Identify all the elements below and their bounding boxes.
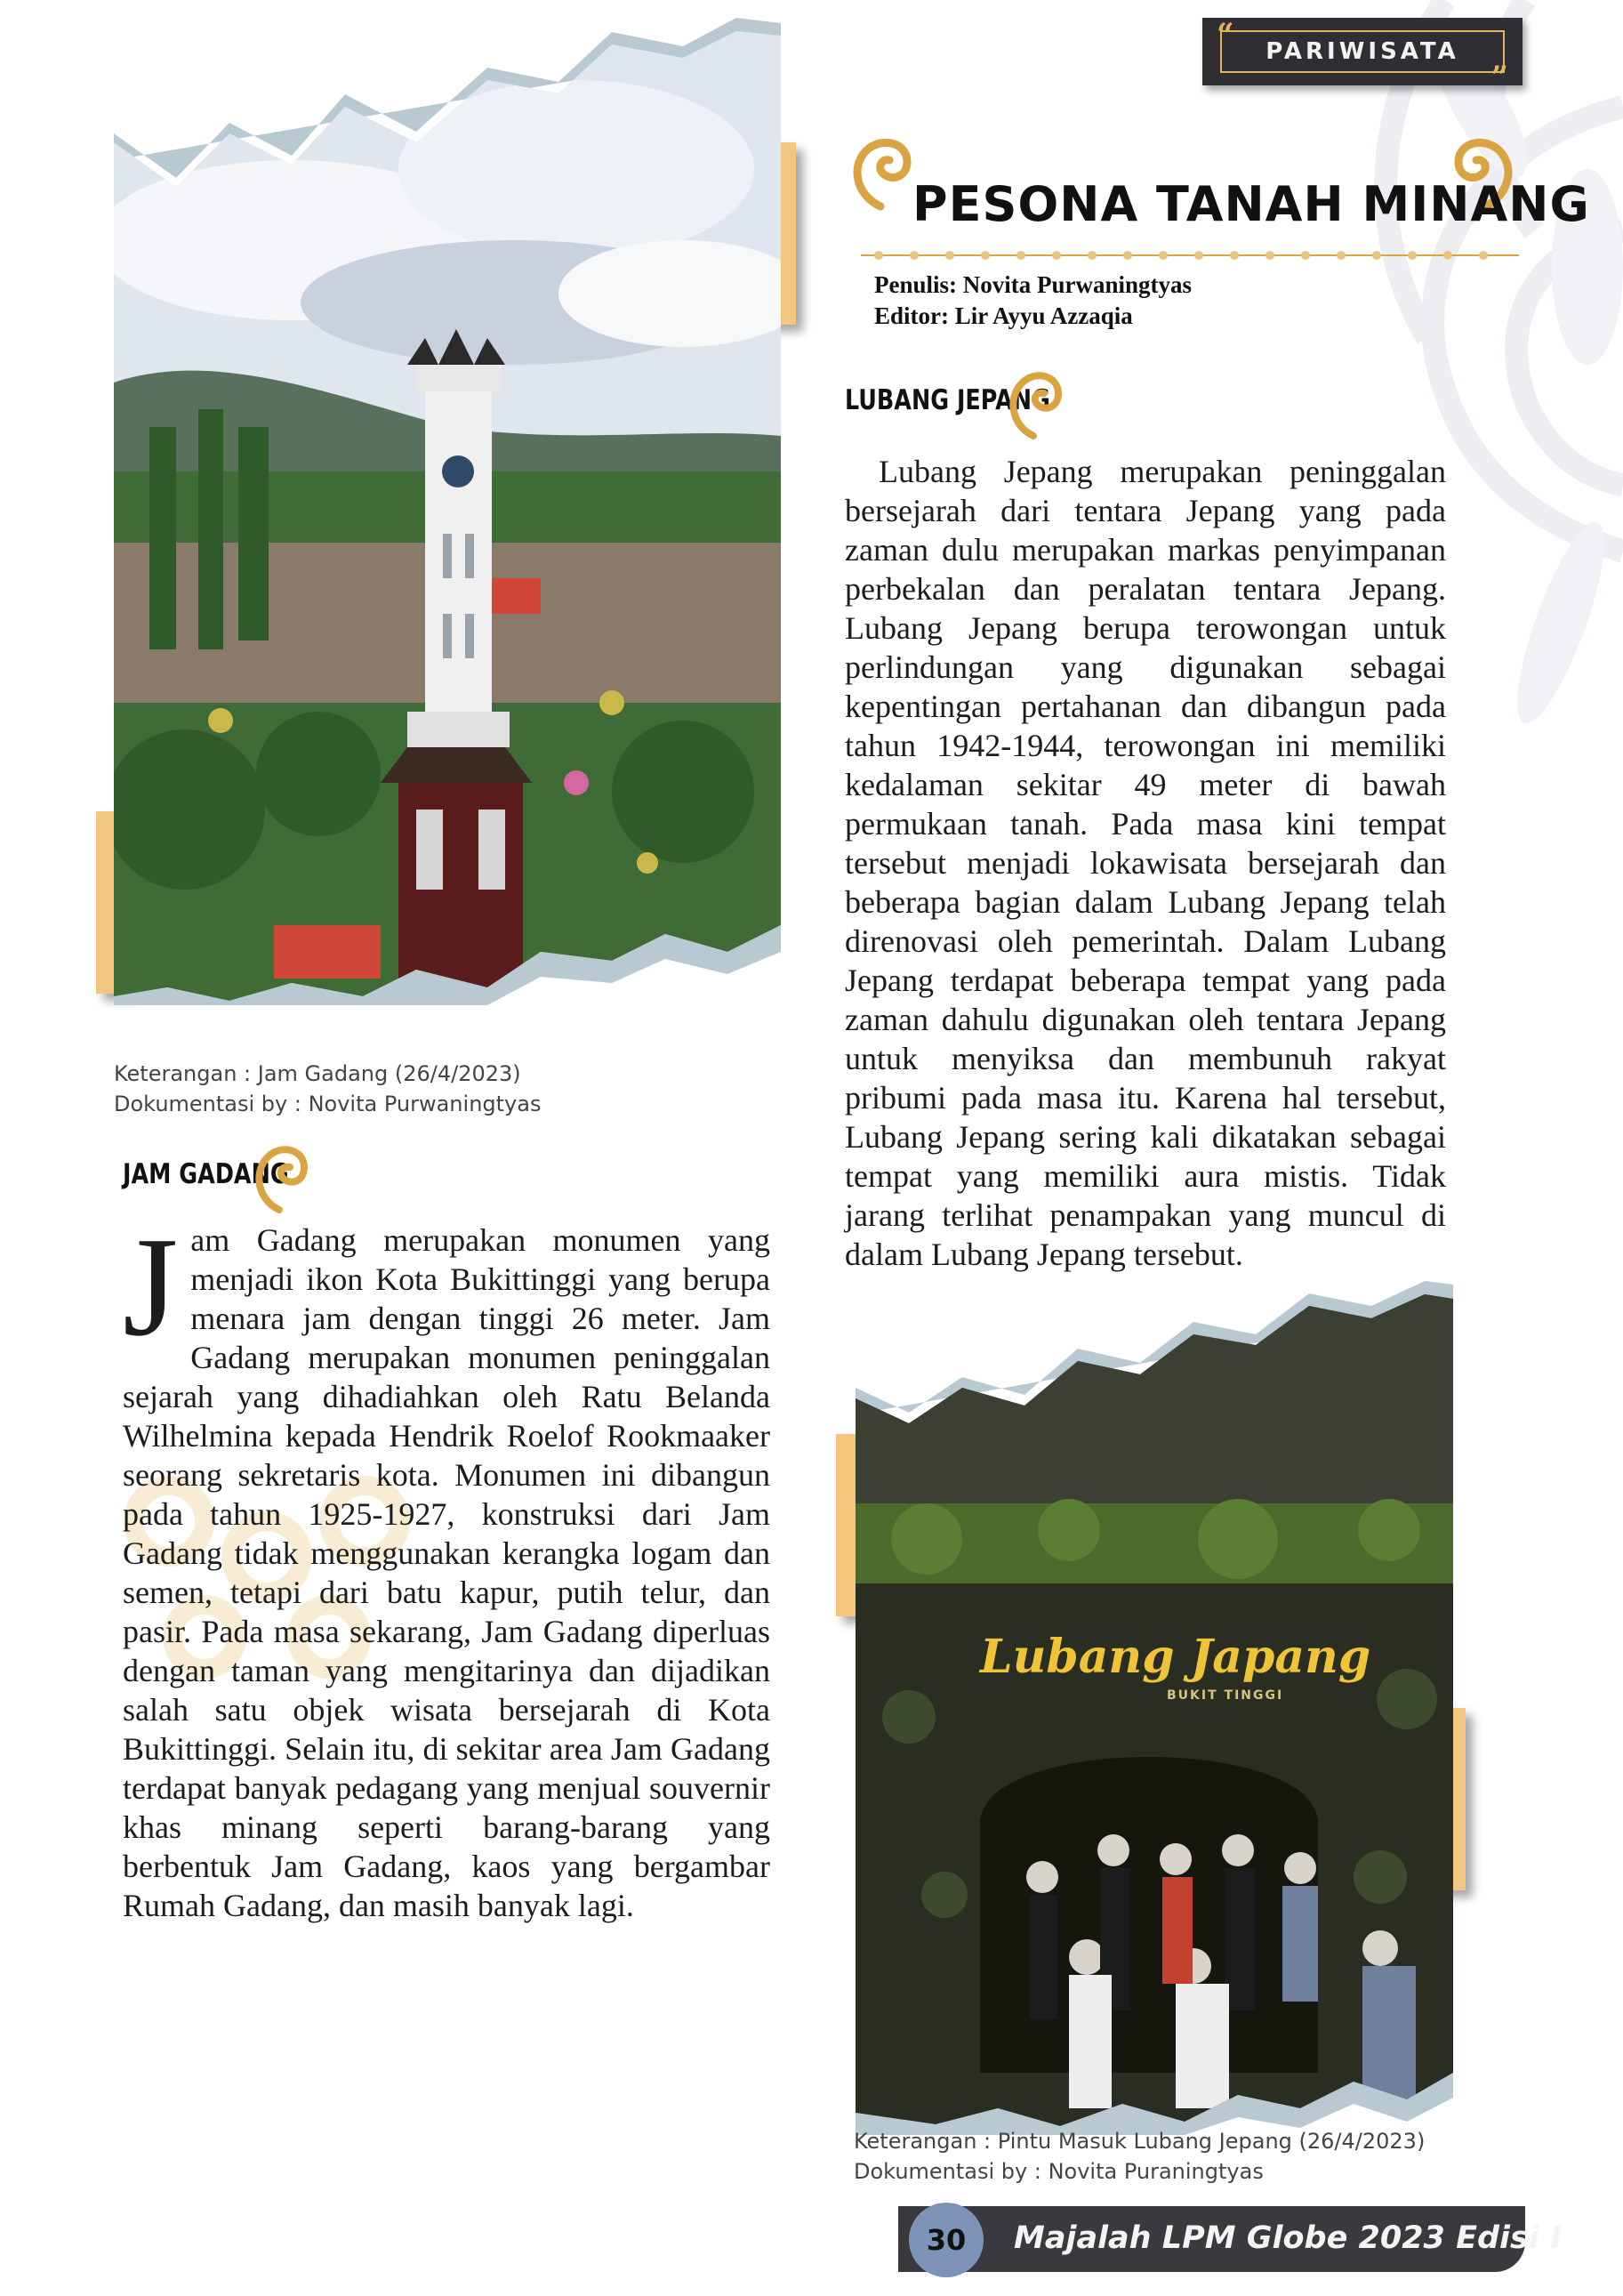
gold-swirl-icon [249, 1140, 311, 1215]
page-number: 30 [926, 2223, 967, 2257]
ornament-divider [861, 242, 1519, 269]
lubang-jepang-sign-sub: BUKIT TINGGI [1167, 1688, 1284, 1703]
lubang-jepang-photo [856, 1272, 1453, 2135]
writer-credit: Penulis: Novita Purwaningtyas [874, 271, 1193, 298]
category-label: PARIWISATA [1265, 38, 1459, 65]
gold-swirl-icon [845, 132, 914, 212]
page-number-badge [909, 2203, 984, 2277]
article-title: PESONA TANAH MINANG [912, 176, 1590, 232]
photo2-caption-block [854, 2126, 1425, 2187]
lubang-jepang-sign: Lubang Japang [980, 1630, 1371, 1684]
jam-gadang-body: am Gadang merupakan monumen yang menjadi ikon Kota Bukittinggi yang berupa menara jam dengan tinggi 26 meter. Jam Gadang merupakan monumen peninggalan sejarah yang dihadiahkan oleh Ratu Belanda Wilhelmina kepada Hendrik Roelof Rookmaaker seorang sekretaris kota. Monumen ini dibangun pada tahun 1925-1927, konstruksi dari Jam Gadang tidak menggunakan kerangka logam dan semen, tetapi dari batu kapur, putih telur, dan pasir. Pada masa sekarang, Jam Gadang diperluas dengan taman yang mengitarinya dan dijadikan salah satu objek wisata bersejarah di Kota Bukittinggi. Selain itu, di sekitar area Jam Gadang terdapat banyak pedagang yang menjual souvernir khas minang seperti barang-barang yang berbentuk Jam Gadang, kaos yang bergambar Rumah Gadang, dan masih banyak lagi. [123, 1222, 770, 1923]
section-heading-jam-gadang: JAM GADANG [123, 1158, 289, 1190]
photo1-credit: Dokumentasi by : Novita Purwaningtyas [114, 1092, 542, 1116]
magazine-name: Majalah LPM Globe 2023 Edisi I [1014, 2220, 1563, 2256]
jam-gadang-article-text [123, 1207, 770, 1925]
lubang-jepang-article-text: Lubang Jepang merupakan peninggalan bersejarah dari tentara Jepang yang pada zaman dulu merupakan markas penyimpanan perbekalan dan peralatan tentara Jepang. Lubang Jepang berupa terowongan untuk perlindungan yang digunakan sebagai kepentingan pertahanan dan dibangun pada tahun 1942-1944, terowongan ini memiliki kedalaman sekitar 49 meter di bawah permukaan tanah. Pada masa kini tempat tersebut menjadi lokawisata bersejarah dan beberapa bagian dalam Lubang Jepang telah direnovasi oleh pemerintah. Dalam Lubang Jepang terdapat beberapa tempat yang pada zaman dahulu digunakan oleh tentara Jepang untuk menyiksa dan membunuh rakyat pribumi pada masa itu. Karena hal tersebut, Lubang Jepang sering kali dikatakan sebagai tempat yang memiliki aura mistis. Tidak jarang terlihat penampakan yang muncul di dalam Lubang Jepang tersebut. [845, 454, 1446, 1272]
close-quote-icon: ” [1490, 60, 1508, 95]
category-tag [1202, 17, 1523, 95]
drop-cap: J [123, 1207, 179, 1366]
jam-gadang-photo [114, 9, 781, 1005]
editor-credit: Editor: Lir Ayyu Azzaqia [874, 302, 1133, 329]
gold-swirl-icon [1003, 367, 1065, 441]
photo1-caption-block [114, 1059, 541, 1119]
section-heading-lubang-jepang: LUBANG JEPANG [845, 384, 1050, 416]
photo2-caption: Keterangan : Pintu Masuk Lubang Jepang (26/4/2023) [854, 2129, 1426, 2154]
photo1-caption: Keterangan : Jam Gadang (26/4/2023) [114, 1061, 521, 1086]
open-quote-icon: “ [1217, 17, 1234, 52]
photo2-credit: Dokumentasi by : Novita Puraningtyas [854, 2159, 1264, 2184]
